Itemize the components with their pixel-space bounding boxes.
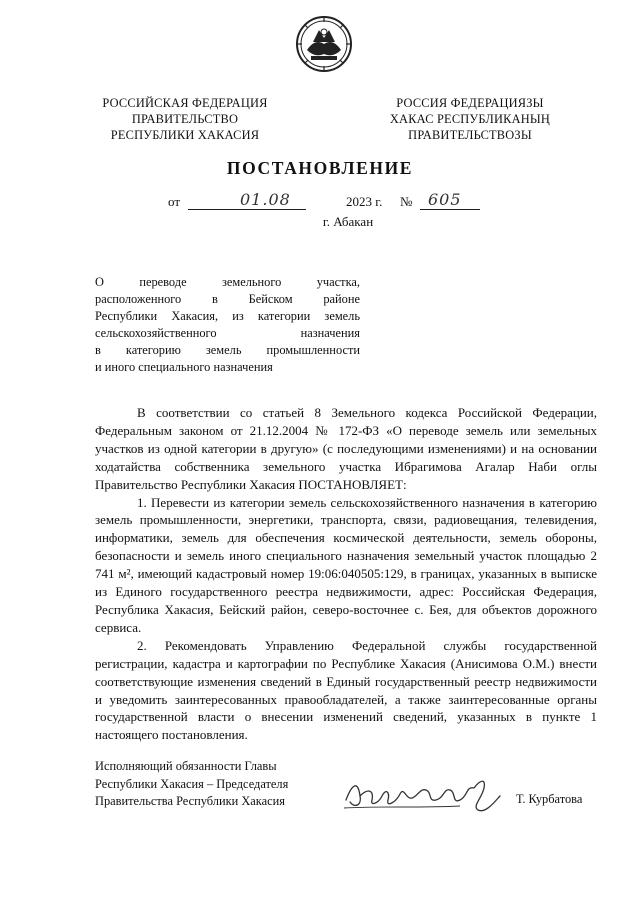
date-prefix: от [168, 194, 181, 209]
document-body [95, 404, 597, 744]
number-prefix: № [400, 194, 413, 209]
date-number-line [168, 190, 488, 214]
header-left [90, 95, 280, 143]
subject-line: Республики Хакасия, из категории земель [95, 309, 360, 323]
signatory-title [95, 758, 345, 811]
header-right [370, 95, 570, 143]
header-right-line-2: ХАКАС РЕСПУБЛИКАНЫҢ [389, 112, 551, 126]
number-underline [420, 209, 480, 210]
signatory-title-line: Республики Хакасия – Председателя [95, 776, 289, 791]
header-left-line-2: ПРАВИТЕЛЬСТВО [131, 112, 239, 126]
handwritten-signature [340, 766, 510, 816]
subject-line: расположенного в Бейском районе [95, 292, 360, 306]
handwritten-date: 01.08 [240, 190, 291, 209]
signatory-title-line: Правительства Республики Хакасия [95, 794, 285, 808]
body-paragraph-item-2: 2. Рекомендовать Управлению Федеральной службы государственной регистрации, кадастра и картографии по Республике Хакасия (Анисимова О.М.) внести соответствующие изменения сведений в Единый государственный реестр недвижимости и уведомить заинтересованных правообладателей, а также заинтересованные органы государственной власти о внесении изменений сведений, указанных в пункте 1 настоящего постановления. [95, 637, 597, 743]
subject-line: и иного специального назначения [95, 360, 273, 374]
coat-of-arms-emblem [295, 14, 353, 74]
document-subject [95, 274, 360, 376]
header-right-line-1: РОССИЯ ФЕДЕРАЦИЯЗЫ [396, 96, 544, 110]
date-underline [188, 209, 306, 210]
year-label: 2023 г. [346, 194, 383, 209]
subject-line: О переводе земельного участка, [95, 275, 360, 289]
header-right-line-3: ПРАВИТЕЛЬСТВОЗЫ [408, 128, 532, 142]
subject-line: в категорию земель промышленности [95, 343, 360, 357]
subject-line: сельскохозяйственного назначения [95, 326, 360, 340]
header-left-line-1: РОССИЙСКАЯ ФЕДЕРАЦИЯ [102, 96, 268, 110]
city-label: г. Абакан [322, 214, 374, 229]
header-left-line-3: РЕСПУБЛИКИ ХАКАСИЯ [110, 128, 260, 142]
body-paragraph-preamble: В соответствии со статьей 8 Земельного кодекса Российской Федерации, Федеральным законом от 21.12.2004 № 172-ФЗ «О переводе земель или земельных участков из одной категории в другую» (с последующими изменениями) и на основании ходатайства собственника земельного участка Ибрагимова Агалар Наби оглы Правительство Республики Хакасия ПОСТАНОВЛЯЕТ: [95, 405, 597, 492]
body-paragraph-item-1: 1. Перевести из категории земель сельскохозяйственного назначения в категорию земель промышленности, энергетики, транспорта, связи, радиовещания, телевидения, информатики, земель для обеспечения космической деятельности, земель обороны, безопасности и земель иного специального назначения земельный участок площадью 2 741 м², имеющий кадастровый номер 19:06:040505:129, в границах, указанных в выписке из Единого государственного реестра недвижимости, адрес: Российская Федерация, Республика Хакасия, Бейский район, северо-восточнее с. Бея, для объектов дорожного сервиса. [95, 494, 597, 635]
document-title: ПОСТАНОВЛЕНИЕ [226, 158, 414, 178]
signatory-title-line: Исполняющий обязанности Главы [95, 759, 277, 773]
signer-name: Т. Курбатова [516, 792, 583, 806]
handwritten-number: 605 [428, 190, 462, 209]
